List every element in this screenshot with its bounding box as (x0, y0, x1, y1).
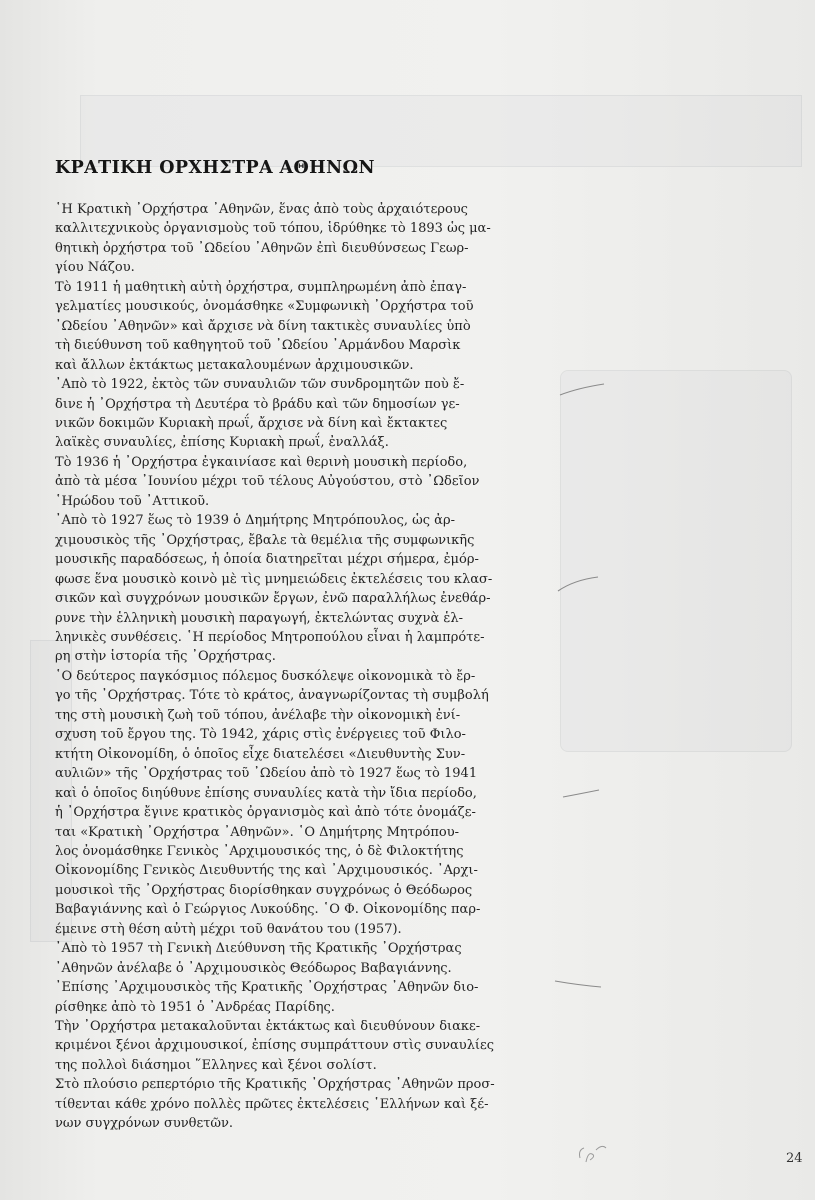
text-line: ἀπὸ τὰ μέσα ᾿Ιουνίου μέχρι τοῦ τέλους Αὐγούστου, στὸ ᾿Ωδεῖον (55, 474, 480, 490)
text-line: δινε ἡ ᾿Ορχήστρα τὴ Δευτέρα τὸ βράδυ καὶ τῶν δημοσίων γε- (55, 396, 460, 412)
text-line: ᾿Απὸ τὸ 1922, ἐκτὸς τῶν συναυλιῶν τῶν συνδρομητῶν ποὺ ἔ- (55, 377, 465, 393)
text-line: αυλιῶν» τῆς ᾿Ορχήστρας τοῦ ᾿Ωδείου ἀπὸ τὸ 1927 ἕως τὸ 1941 (55, 766, 478, 782)
text-line: ᾿Απὸ τὸ 1957 τὴ Γενικὴ Διεύθυνση τῆς Κρατικῆς ᾿Ορχήστρας (55, 941, 462, 957)
paragraph (55, 375, 588, 453)
text-line: τὴ διεύθυνση τοῦ καθηγητοῦ τοῦ ᾿Ωδείου ᾿Αρμάνδου Μαρσὶκ (55, 338, 461, 354)
text-line: Βαβαγιάννης καὶ ὁ Γεώργιος Λυκούδης. ῾Ο Φ. Οἰκονομίδης παρ- (55, 902, 481, 918)
text-line: ᾿Αθηνῶν ἀνέλαβε ὁ ᾿Αρχιμουσικὸς Θεόδωρος Βαβαγιάννης. (55, 960, 452, 976)
text-line: ρίσθηκε ἀπὸ τὸ 1951 ὁ ᾿Ανδρέας Παρίδης. (55, 999, 335, 1015)
text-line: χιμουσικὸς τῆς ᾿Ορχήστρας, ἔβαλε τὰ θεμέλια τῆς συμφωνικῆς (55, 532, 475, 548)
text-line: ᾿Ωδείου ᾿Αθηνῶν» καὶ ἄρχισε νὰ δίνη τακτικὲς συναυλίες ὑπὸ (55, 318, 471, 334)
text-line: ῾Ο δεύτερος παγκόσμιος πόλεμος δυσκόλεψε οἰκονομικὰ τὸ ἔρ- (55, 668, 476, 684)
text-line: ται «Κρατικὴ ᾿Ορχήστρα ᾿Αθηνῶν». ῾Ο Δημήτρης Μητρόπου- (55, 824, 460, 840)
text-line: καλλιτεχνικοὺς ὀργανισμοὺς τοῦ τόπου, ἱδρύθηκε τὸ 1893 ὡς μα- (55, 221, 491, 237)
text-line: ᾿Επίσης ᾿Αρχιμουσικὸς τῆς Κρατικῆς ᾿Ορχήστρας ᾿Αθηνῶν διο- (55, 980, 479, 996)
text-line: της στὴ μουσικὴ ζωὴ τοῦ τόπου, ἀνέλαβε τὴν οἰκονομικὴ ἐνί- (55, 707, 461, 723)
document-body (55, 200, 588, 1134)
text-line: κτήτη Οἰκονομίδη, ὁ ὁποῖος εἶχε διατελέσει «Διευθυντὴς Συν- (55, 746, 466, 762)
text-line: σικῶν καὶ συγχρόνων μουσικῶν ἔργων, ἐνῶ παραλλήλως ἐνεθάρ- (55, 591, 491, 607)
paragraph (55, 1017, 588, 1075)
show-through-shadow (80, 95, 802, 167)
text-line: έμεινε στὴ θέση αὐτὴ μέχρι τοῦ θανάτου του (1957). (55, 921, 402, 937)
text-line: ἡ ᾿Ορχήστρα ἔγινε κρατικὸς ὀργανισμὸς καὶ ἀπὸ τότε ὀνομάζε- (55, 805, 476, 821)
text-line: ᾿Απὸ τὸ 1927 ἕως τὸ 1939 ὁ Δημήτρης Μητρόπουλος, ὡς ἀρ- (55, 513, 455, 529)
paragraph (55, 978, 588, 1017)
text-line: μουσικοὶ τῆς ᾿Ορχήστρας διορίσθηκαν συγχρόνως ὁ Θεόδωρος (55, 882, 473, 898)
show-through-shadow (560, 370, 792, 752)
text-line: νων συγχρόνων συνθετῶν. (55, 1116, 234, 1132)
text-line: καὶ ἄλλων ἐκτάκτως μετακαλουμένων ἀρχιμουσικῶν. (55, 357, 414, 373)
text-line: Τὸ 1911 ἡ μαθητικὴ αὐτὴ ὀρχήστρα, συμπληρωμένη ἀπὸ ἐπαγ- (55, 279, 467, 295)
paragraph (55, 200, 588, 278)
text-line: Τὸ 1936 ἡ ᾿Ορχήστρα ἐγκαινίασε καὶ θερινὴ μουσικὴ περίοδο, (55, 454, 468, 470)
text-line: καὶ ὁ ὁποῖος διηύθυνε ἐπίσης συναυλίες κατὰ τὴν ἴδια περίοδο, (55, 785, 477, 801)
text-line: σχυση τοῦ ἔργου της. Τὸ 1942, χάρις στὶς ἐνέργειες τοῦ Φιλο- (55, 727, 466, 743)
text-line: ρη στὴν ἱστορία τῆς ᾿Ορχήστρας. (55, 649, 276, 665)
paragraph (55, 453, 588, 511)
pencil-scribble (576, 1136, 610, 1166)
text-line: ρυνε τὴν ἑλληνικὴ μουσικὴ παραγωγή, ἐκτελώντας συχνὰ ἑλ- (55, 610, 463, 626)
text-line: Τὴν ᾿Ορχήστρα μετακαλοῦνται ἐκτάκτως καὶ διευθύνουν διακε- (55, 1019, 481, 1035)
paragraph (55, 1075, 588, 1133)
text-line: Στὸ πλούσιο ρεπερτόριο τῆς Κρατικῆς ᾿Ορχήστρας ᾿Αθηνῶν προσ- (55, 1077, 495, 1093)
text-line: ῾Ηρώδου τοῦ ᾿Αττικοῦ. (55, 493, 210, 509)
text-line: της πολλοὶ διάσημοι ῞Ελληνες καὶ ξένοι σολίστ. (55, 1057, 377, 1073)
paragraph (55, 511, 588, 667)
text-line: γίου Νάζου. (55, 260, 135, 276)
text-line: μουσικῆς παραδόσεως, ἡ ὁποία διατηρεῖται μέχρι σήμερα, ἐμόρ- (55, 552, 479, 568)
text-line: τίθενται κάθε χρόνο πολλὲς πρῶτες ἐκτελέσεις ῾Ελλήνων καὶ ξέ- (55, 1096, 489, 1112)
text-line: ῾Η Κρατικὴ ᾿Ορχήστρα ᾿Αθηνῶν, ἕνας ἀπὸ τοὺς ἀρχαιότερους (55, 202, 468, 217)
text-line: ληνικὲς συνθέσεις. ῾Η περίοδος Μητροπούλου εἶναι ἡ λαμπρότε- (55, 629, 485, 645)
text-line: θητικὴ ὀρχήστρα τοῦ ᾿Ωδείου ᾿Αθηνῶν ἐπὶ διευθύνσεως Γεωρ- (55, 240, 469, 256)
document-title: ΚΡΑΤΙΚΗ ΟΡΧΗΣΤΡΑ ΑΘΗΝΩΝ (55, 158, 375, 178)
text-line: κριμένοι ξένοι ἀρχιμουσικοί, ἐπίσης συμπράττουν στὶς συναυλίες (55, 1038, 495, 1054)
paragraph (55, 939, 588, 978)
text-line: λος ὀνομάσθηκε Γενικὸς ᾿Αρχιμουσικός της, ὁ δὲ Φιλοκτήτης (55, 843, 464, 859)
paragraph (55, 667, 588, 939)
text-line: γελματίες μουσικούς, ὀνομάσθηκε «Συμφωνικὴ ᾿Ορχήστρα τοῦ (55, 299, 474, 315)
text-line: νικῶν δοκιμῶν Κυριακὴ πρωΐ, ἄρχισε νὰ δίνη καὶ ἔκτακτες (55, 415, 448, 431)
paragraph (55, 278, 588, 375)
text-line: φωσε ἕνα μουσικὸ κοινὸ μὲ τὶς μνημειώδεις ἐκτελέσεις του κλασ- (55, 571, 493, 587)
text-line: γο τῆς ᾿Ορχήστρας. Τότε τὸ κράτος, ἀναγνωρίζοντας τὴ συμβολή (55, 688, 489, 704)
text-line: λαϊκὲς συναυλίες, ἐπίσης Κυριακὴ πρωΐ, ἐναλλάξ. (55, 435, 389, 451)
page-number: 24 (786, 1151, 803, 1166)
text-line: Οἰκονομίδης Γενικὸς Διευθυντής της καὶ ᾿Αρχιμουσικός. ᾿Αρχι- (55, 863, 478, 879)
